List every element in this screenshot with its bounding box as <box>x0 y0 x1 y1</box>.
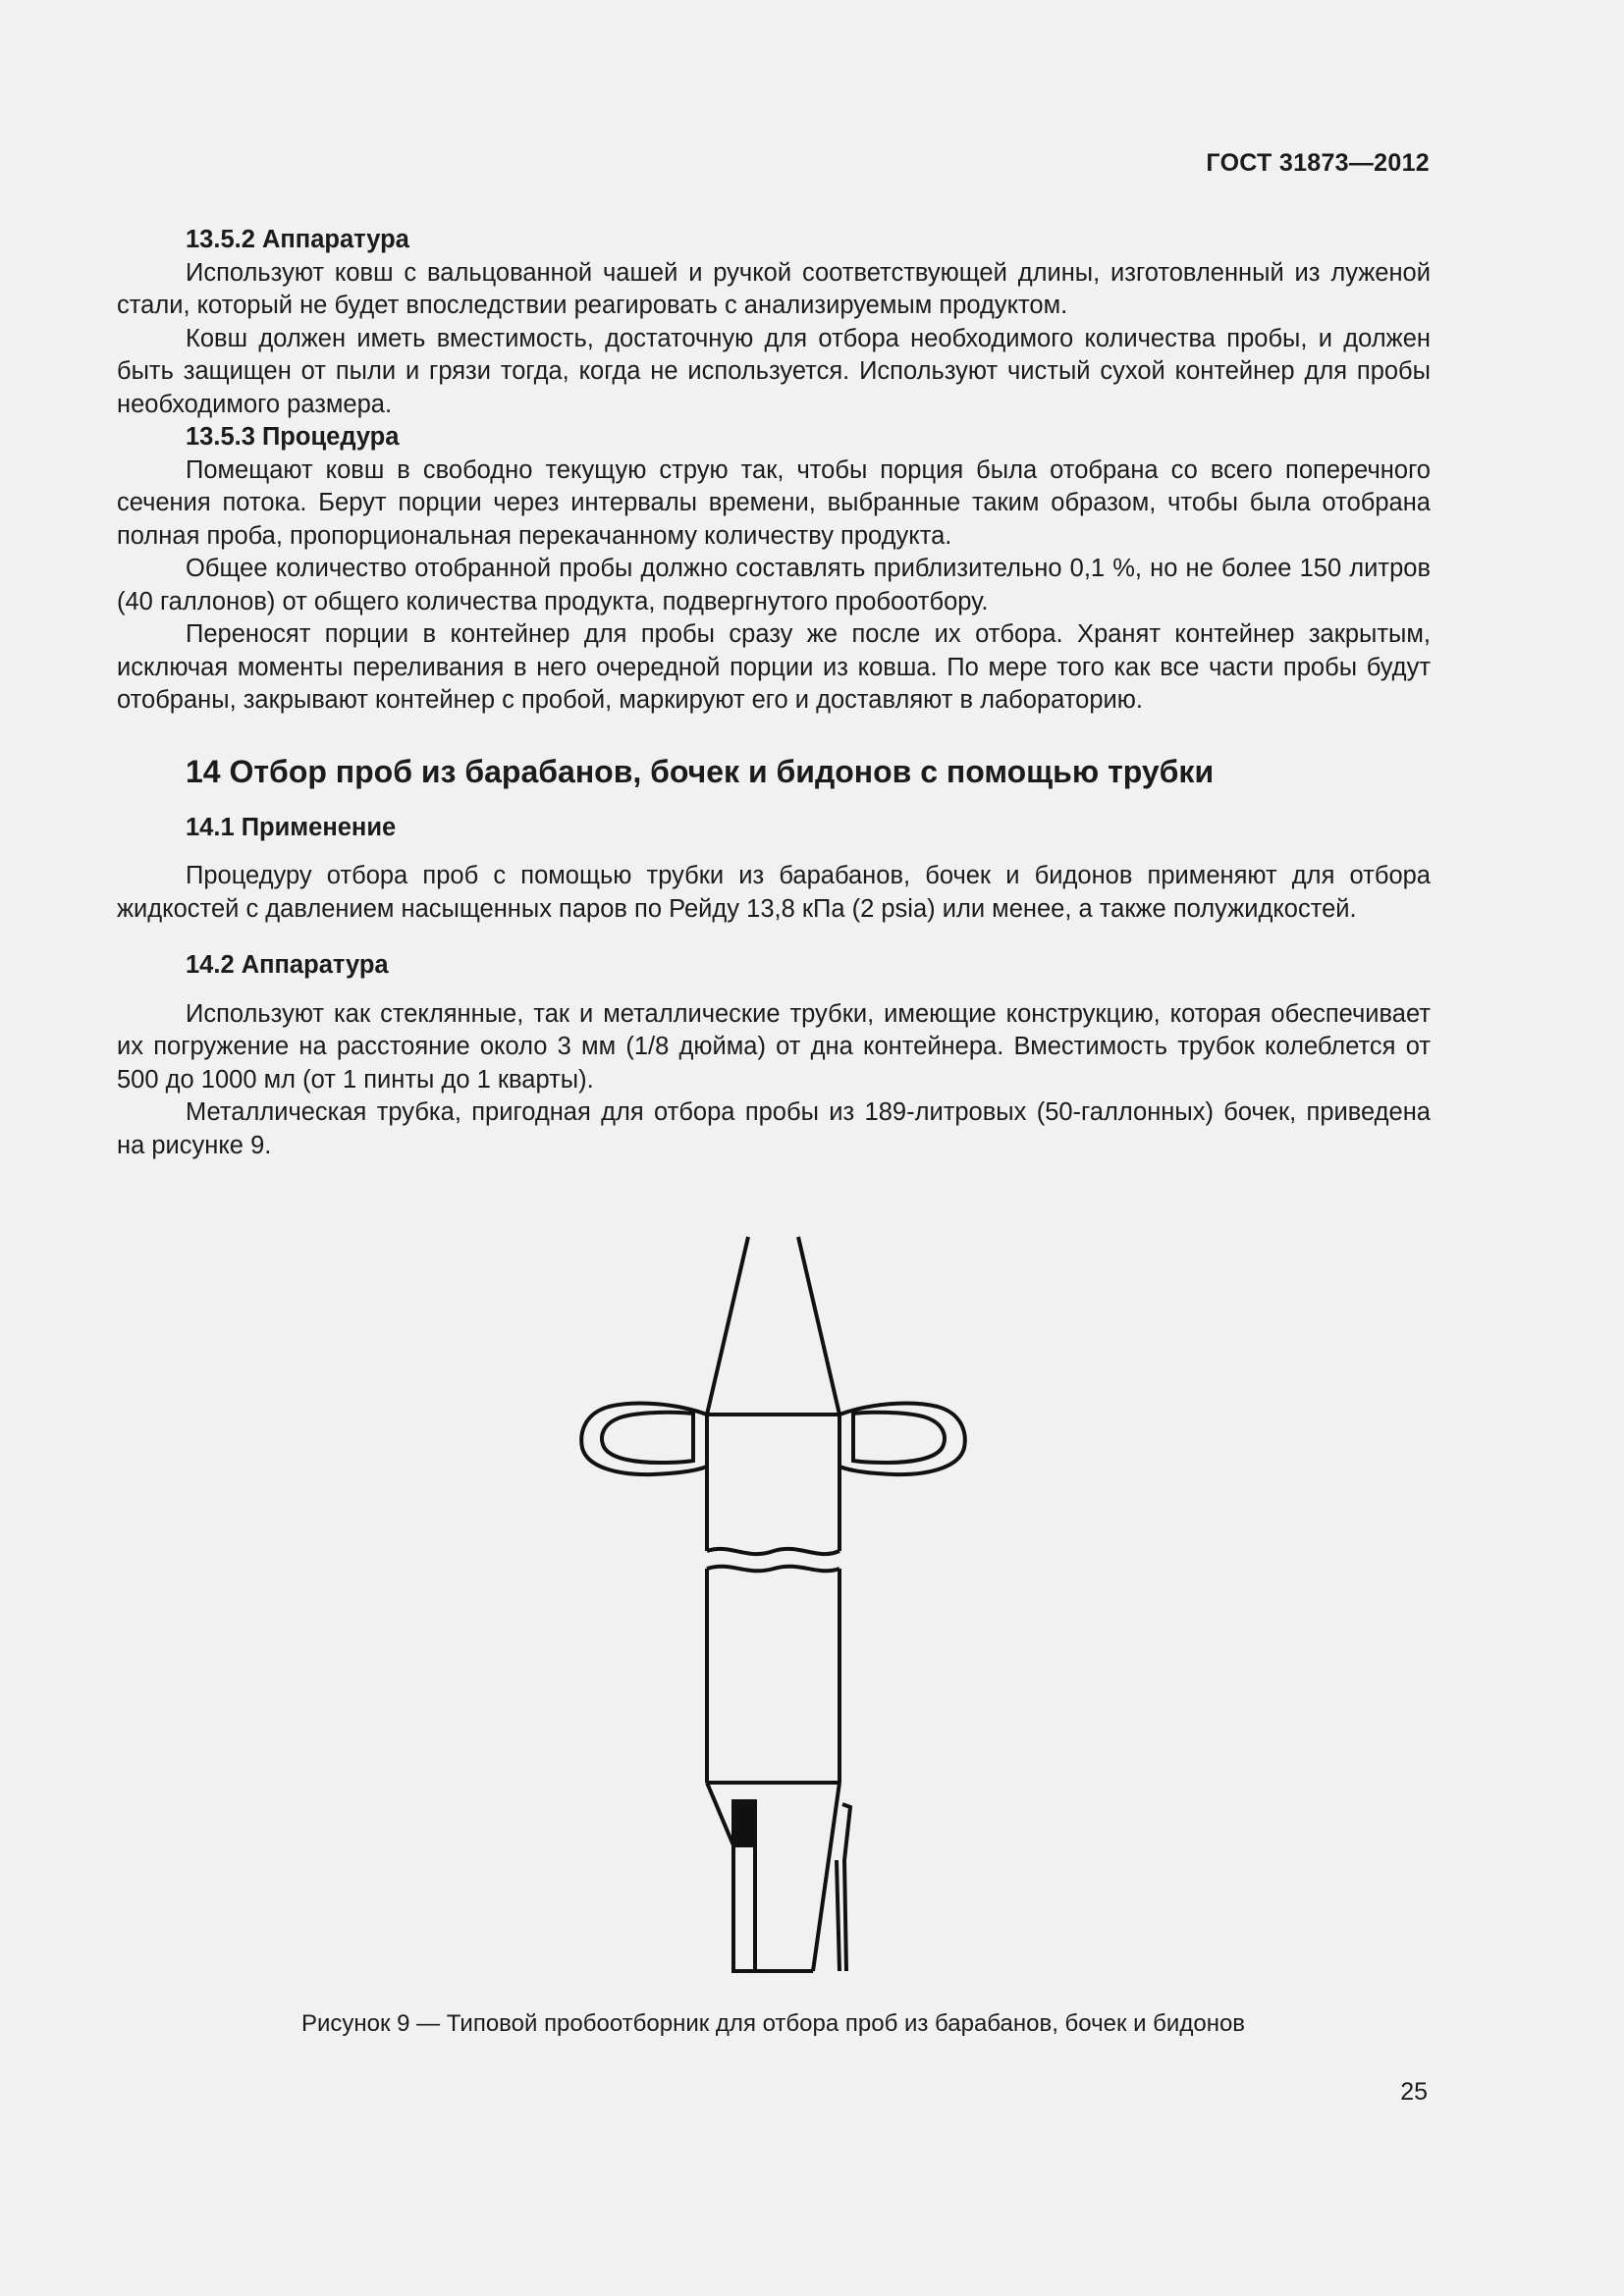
paragraph: Ковш должен иметь вместимость, достаточную для отбора необходимого количества пробы, и должен быть защищен от пыли и грязи тогда, когда не используется. Используют чистый сухой контейнер для пробы необходимого размера. <box>117 324 1431 418</box>
neck-left-edge <box>707 1237 748 1415</box>
paragraph: Используют ковш с вальцованной чашей и ручкой соответствующей длины, изготовленный из луженой стали, который не будет впоследствии реагировать с анализируемым продуктом. <box>117 258 1431 319</box>
paragraph: Помещают ковш в свободно текущую струю так, чтобы порция была отобрана со всего поперечного сечения потока. Берут порции через интервалы времени, выбранные таким образом, чтобы была отобрана полная проба, пропорциональная перекачанному количеству продукта. <box>117 455 1431 550</box>
section-14-2-heading: 14.2 Аппаратура <box>186 951 389 979</box>
section-13-5-2-heading: 13.5.2 Аппаратура <box>186 226 409 253</box>
paragraph: Металлическая трубка, пригодная для отбора пробы из 189-литровых (50-галлонных) бочек, приведена на рисунке 9. <box>117 1098 1431 1159</box>
section-14-1-heading: 14.1 Применение <box>186 813 397 841</box>
sampling-tube-figure <box>569 1232 982 1978</box>
break-line-upper <box>707 1549 839 1554</box>
paragraph: Общее количество отобранной пробы должно составлять приблизительно 0,1 %, но не более 150 литров (40 галлонов) от общего количества продукта, подвергнутого пробоотбору. <box>117 555 1431 615</box>
sampling-tube-drawing <box>569 1232 982 1978</box>
paragraph: Процедуру отбора проб с помощью трубки из барабанов, бочек и бидонов применяют для отбора жидкостей с давлением насыщенных паров по Рейду 13,8 кПа (2 psia) или менее, а также полужидкостей. <box>117 862 1431 923</box>
tip-left-edge <box>707 1783 733 1845</box>
valve-head <box>733 1801 755 1845</box>
tube-lower-body <box>707 1569 839 1783</box>
document-body <box>117 224 1431 1162</box>
paragraph: Переносят порции в контейнер для пробы сразу же после их отбора. Хранят контейнер закрытым, исключая моменты переливания в него очередной порции из ковша. По мере того как все части пробы будут отобраны, закрывают контейнер с пробой, маркируют его и доставляют в лабораторию. <box>117 620 1431 714</box>
page-number: 25 <box>1400 2078 1428 2106</box>
side-lever <box>837 1804 850 1971</box>
section-14-heading: 14 Отбор проб из барабанов, бочек и бидонов с помощью трубки <box>186 753 1215 789</box>
document-header: ГОСТ 31873—2012 <box>1206 149 1430 177</box>
figure-caption: Рисунок 9 — Типовой пробоотборник для отбора проб из барабанов, бочек и бидонов <box>300 2010 1246 2037</box>
break-line-lower <box>707 1567 839 1572</box>
right-ring-inner <box>853 1413 945 1463</box>
tube-upper-body <box>707 1415 839 1551</box>
left-ring-inner <box>602 1413 693 1463</box>
section-13-5-3-heading: 13.5.3 Процедура <box>186 423 400 451</box>
paragraph: Используют как стеклянные, так и металлические трубки, имеющие конструкцию, которая обеспечивает их погружение на расстояние около 3 мм (1/8 дюйма) от дна контейнера. Вместимость трубок колеблется от 500 до 1000 мл (от 1 пинты до 1 кварты). <box>117 999 1431 1094</box>
neck-right-edge <box>798 1237 839 1415</box>
